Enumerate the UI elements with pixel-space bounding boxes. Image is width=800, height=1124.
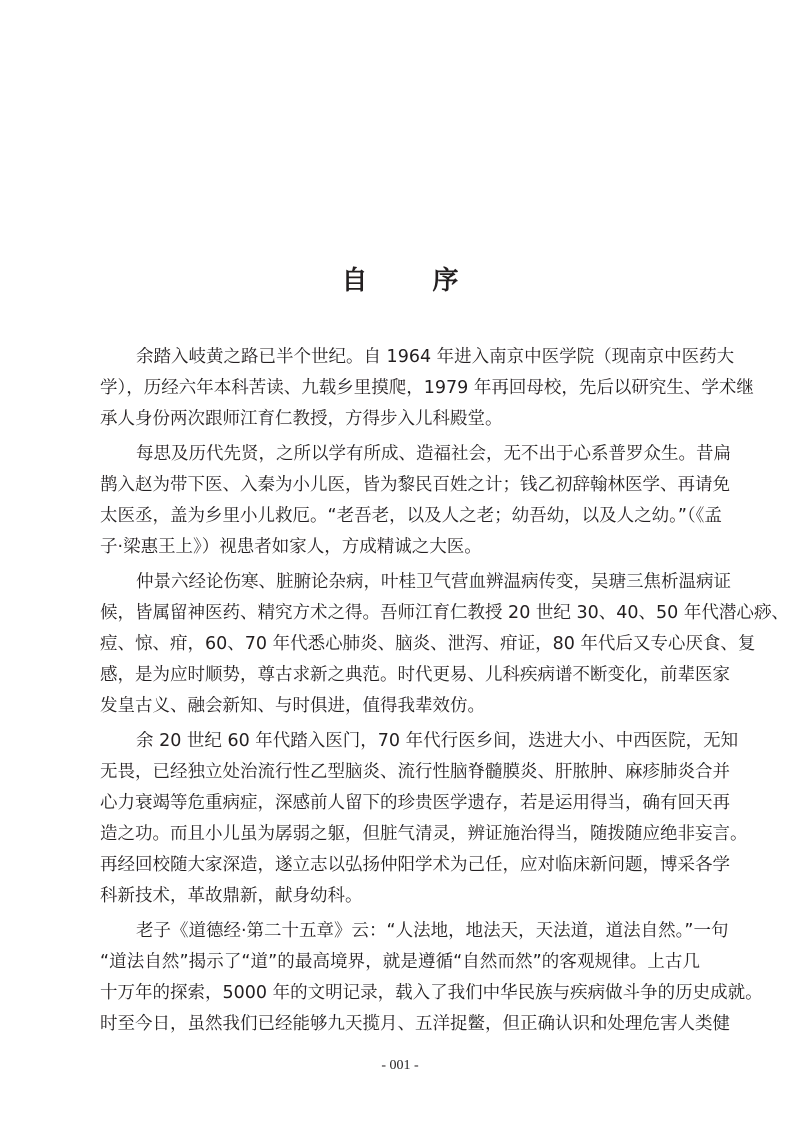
text-line: 时至今日，虽然我们已经能够九天揽月、五洋捉鳖，但正确认识和处理危害人类健	[100, 1014, 730, 1034]
text-line: 太医丞，盖为乡里小儿救厄。“老吾老，以及人之老；幼吾幼，以及人之幼。”（《孟	[100, 506, 722, 526]
page-number: - 001 -	[381, 1058, 419, 1073]
text-line: 子·梁惠王上》）视患者如家人，方成精诚之大医。	[100, 537, 482, 557]
paragraph	[100, 916, 763, 1040]
preface-body	[100, 342, 789, 1044]
text-line: 每思及历代先贤，之所以学有所成、造福社会，无不出于心系普罗众生。昔扁	[136, 444, 731, 464]
text-line: 发皇古义、融会新知、与时俱进，值得我辈效仿。	[100, 696, 485, 716]
text-line: 科新技术，革故鼎新，献身幼科。	[100, 886, 363, 906]
text-line: 痘、惊、疳，60、70 年代悉心肺炎、脑炎、泄泻、疳证，80 年代后又专心厌食、复	[100, 634, 756, 654]
text-line: 余踏入岐黄之路已半个世纪。自 1964 年进入南京中医学院（现南京中医药大	[136, 347, 735, 367]
text-line: 候，皆属留神医药、精究方术之得。吾师江育仁教授 20 世纪 30、40、50 年代潜心痧、	[100, 603, 789, 623]
text-line: “道法自然”揭示了“道”的最高境界，就是遵循“自然而然”的客观规律。上古几	[100, 952, 700, 972]
page-title: 自 序	[341, 266, 487, 296]
text-line: 学），历经六年本科苦读、九载乡里摸爬，1979 年再回母校，先后以研究生、学术继	[100, 378, 754, 398]
text-line: 仲景六经论伤寒、脏腑论杂病，叶桂卫气营血辨温病传变，吴瑭三焦析温病证	[136, 572, 731, 592]
text-line: 心力衰竭等危重病症，深感前人留下的珍贵医学遗存，若是运用得当，确有回天再	[100, 793, 730, 813]
paragraph	[100, 726, 748, 912]
text-line: 再经回校随大家深造，遂立志以弘扬仲阳学术为己任，应对临床新问题，博采各学	[100, 855, 730, 875]
text-line: 无畏，已经独立处治流行性乙型脑炎、流行性脑脊髓膜炎、肝脓肿、麻疹肺炎合并	[100, 762, 730, 782]
text-line: 承人身份两次跟师江育仁教授，方得步入儿科殿堂。	[100, 409, 503, 429]
paragraph	[100, 439, 731, 563]
text-line: 造之功。而且小儿虽为孱弱之躯，但脏气清灵，辨证施治得当，随拨随应绝非妄言。	[100, 824, 748, 844]
text-line: 老子《道德经·第二十五章》云：“人法地，地法天，天法道，道法自然。”一句	[136, 921, 729, 941]
text-line: 感，是为应时顺势，尊古求新之典范。时代更易、儿科疾病谱不断变化，前辈医家	[100, 665, 730, 685]
paragraph	[100, 567, 789, 722]
paragraph	[100, 342, 754, 435]
text-line: 十万年的探索，5000 年的文明记录，载入了我们中华民族与疾病做斗争的历史成就。	[100, 983, 763, 1003]
text-line: 鹊入赵为带下医、入秦为小儿医，皆为黎民百姓之计；钱乙初辞翰林医学、再请免	[100, 475, 730, 495]
text-line: 余 20 世纪 60 年代踏入医门，70 年代行医乡间，迭进大小、中西医院，无知	[136, 731, 739, 751]
